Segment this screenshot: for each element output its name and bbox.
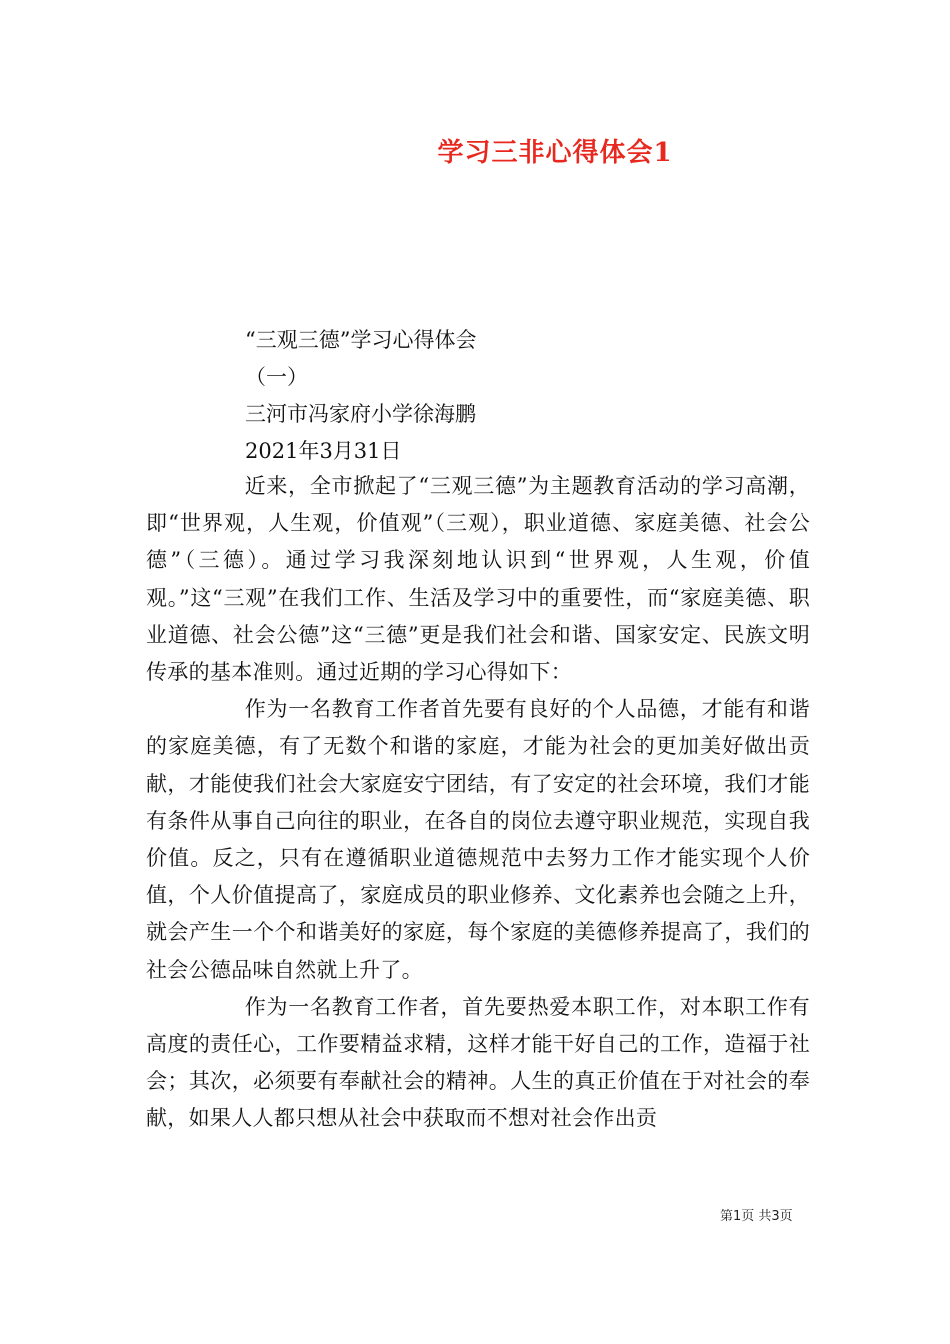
document-body xyxy=(146,468,810,1138)
document-date: 2021年3月31日 xyxy=(245,439,402,463)
paragraph: 近来，全市掀起了“三观三德”为主题教育活动的学习高潮，即“世界观，人生观，价值观”（三观），职业道德、家庭美德、社会公德”（三德）。通过学习我深刻地认识到“世界观，人生观，价值观。”这“三观”在我们工作、生活及学习中的重要性，而“家庭美德、职业道德、社会公德”这“三德”更是我们社会和谐、国家安定、民族文明传承的基本准则。通过近期的学习心得如下： xyxy=(146,474,810,685)
page-number: 第1页 共3页 xyxy=(720,1209,793,1224)
document-author: 三河市冯家府小学徐海鹏 xyxy=(245,402,476,426)
document-title: 学习三非心得体会1 xyxy=(437,138,673,168)
paragraph: 作为一名教育工作者，首先要热爱本职工作，对本职工作有高度的责任心，工作要精益求精，这样才能干好自己的工作，造福于社会；其次，必须要有奉献社会的精神。人生的真正价值在于对社会的奉献，如果人人都只想从社会中获取而不想对社会作出贡 xyxy=(146,994,810,1131)
paragraph: 作为一名教育工作者首先要有良好的个人品德，才能有和谐的家庭美德，有了无数个和谐的家庭，才能为社会的更加美好做出贡献，才能使我们社会大家庭安宁团结，有了安定的社会环境，我们才能有条件从事自己向往的职业，在各自的岗位去遵守职业规范，实现自我价值。反之，只有在遵循职业道德规范中去努力工作才能实现个人价值，个人价值提高了，家庭成员的职业修养、文化素养也会随之上升，就会产生一个个和谐美好的家庭，每个家庭的美德修养提高了，我们的社会公德品味自然就上升了。 xyxy=(146,697,810,982)
document-subtitle: “三观三德”学习心得体会 xyxy=(245,328,477,352)
document-part: （一） xyxy=(245,365,308,389)
